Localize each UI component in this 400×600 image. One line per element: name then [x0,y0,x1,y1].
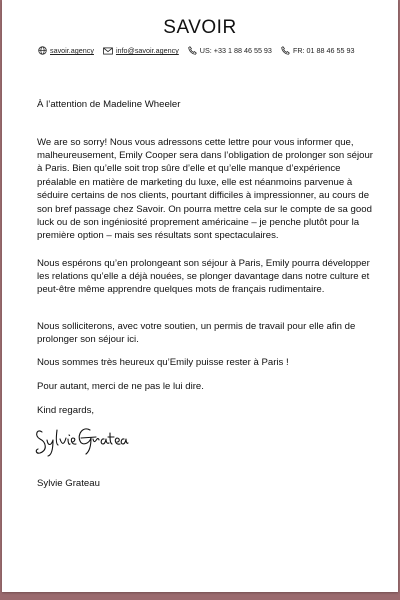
phone-us-text: US: +33 1 88 46 55 93 [199,46,272,55]
letter-paragraph-4: Nous sommes très heureux qu’Emily puisse rester à Paris ! [37,356,289,368]
savoir-logo: SAVOIR [163,17,237,38]
contact-bar [38,46,378,55]
email-link[interactable]: info@savoir.agency [115,46,179,55]
recipient-line: À l’attention de Madeline Wheeler [37,98,181,110]
closing-line: Kind regards, [37,404,95,416]
phone-fr-contact[interactable] [281,46,355,55]
email-contact[interactable] [103,46,179,55]
letter-paragraph-3: Nous solliciterons, avec votre soutien, un permis de travail pour elle afin de prolonger son séjour ici. [37,320,356,345]
letter-sheet [2,0,398,592]
letter-paragraph-1: We are so sorry! Nous vous adressons cette lettre pour vous informer que, malheureusement, Emily Cooper sera dans l’obligation de prolonger son séjour à Paris. Bien qu’elle soit trop sûre d’elle et qu’elle manque d’expérience préalable en matière de marketing du luxe, elle est néanmoins parvenue à séduire certains de nos clients, pourtant difficiles à impressionner, au cours de son bref passage chez Savoir. On pourra mettre cela sur le compte de sa good luck ou de son ingéniosité proprement américaine – je penche plutôt pour la première option – mais ses résultats sont spectaculaires. [37,136,373,242]
website-link[interactable]: savoir.agency [50,46,94,55]
signer-name: Sylvie Grateau [37,477,100,489]
phone-icon [281,46,290,55]
phone-us-contact[interactable] [188,46,272,55]
mail-icon [103,47,113,55]
globe-icon [38,46,47,55]
letter-paragraph-5: Pour autant, merci de ne pas le lui dire. [37,380,204,392]
letter-paragraph-2: Nous espérons qu’en prolongeant son séjour à Paris, Emily pourra développer les relations qu’elle a déjà nouées, se plonger davantage dans notre culture et peut-être même apprendre quelques mots de français rudimentaire. [37,257,370,296]
handwritten-signature [34,420,129,458]
phone-icon [188,46,197,55]
website-contact[interactable] [38,46,94,55]
phone-fr-text: FR: 01 88 46 55 93 [292,46,355,55]
